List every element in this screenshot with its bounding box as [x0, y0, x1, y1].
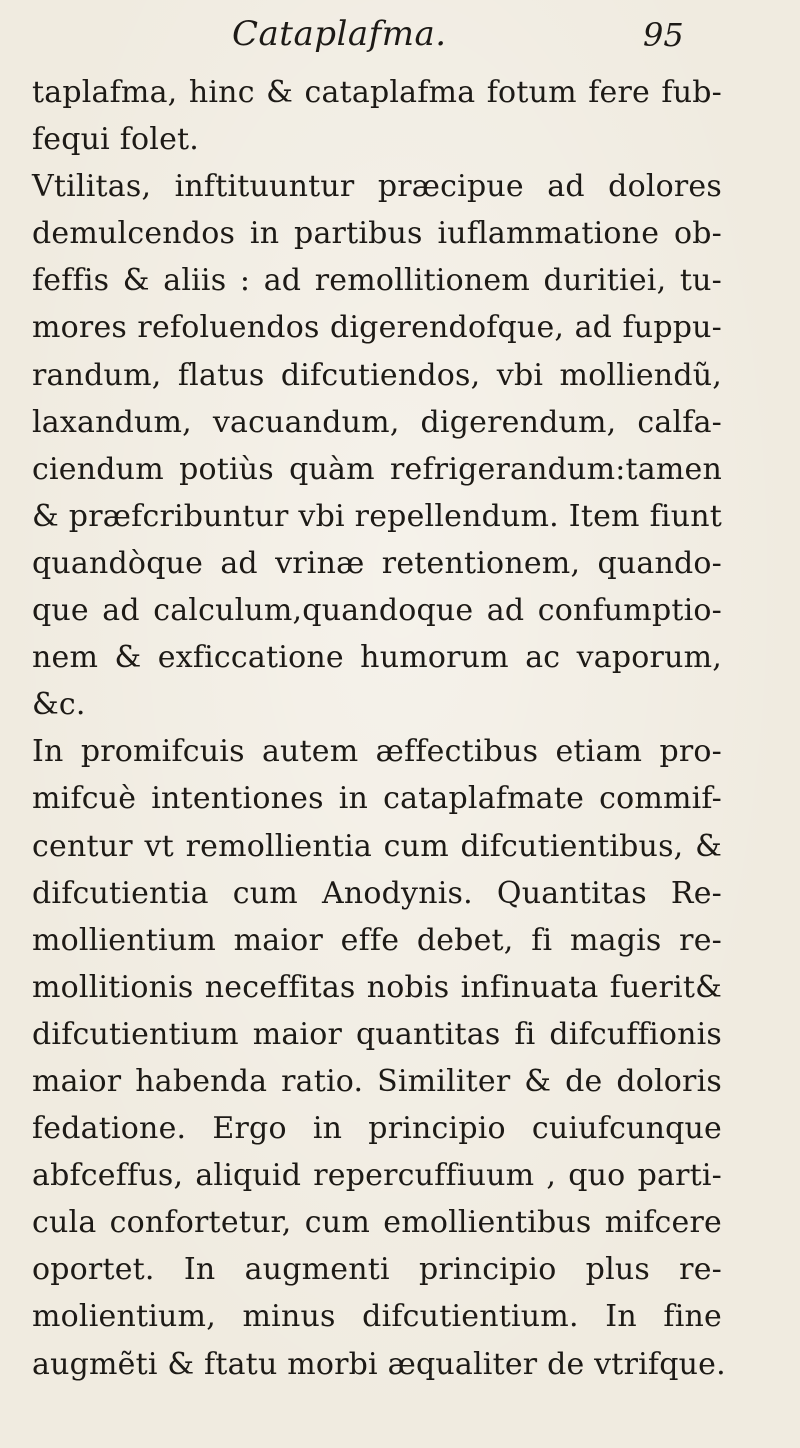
text-line: In promifcuis autem æffectibus etiam pro-	[32, 734, 722, 770]
text-line: fequi folet.	[32, 122, 200, 158]
text-line: mores refoluendos digerendofque, ad fuppu-	[32, 310, 722, 346]
text-line: demulcendos in partibus iuflammatione ob-	[32, 216, 722, 252]
text-line: taplafma, hinc & cataplafma fotum fere fub-	[32, 75, 722, 110]
text-line: & præfcribuntur vbi repellendum. Item fiunt	[32, 498, 722, 534]
text-line: oportet. In augmenti principio plus re-	[32, 1252, 722, 1288]
text-line: ciendum potiùs quàm refrigerandum:tamen	[32, 451, 722, 487]
text-line: abfceffus, aliquid repercuffiuum , quo parti-	[32, 1158, 722, 1194]
text-line: feffis & aliis : ad remollitionem duritiei, tu-	[32, 263, 722, 299]
text-line: randum, flatus difcutiendos, vbi molliendũ,	[32, 357, 722, 393]
text-line: &c.	[32, 687, 86, 723]
text-line: difcutientium maior quantitas fi difcuffionis	[32, 1016, 722, 1052]
text-line: fedatione. Ergo in principio cuiufcunque	[32, 1111, 722, 1147]
running-title: Cataplafma.	[232, 14, 447, 54]
text-line: laxandum, vacuandum, digerendum, calfa-	[32, 404, 722, 440]
text-line: mifcuè intentiones in cataplafmate commif-	[32, 781, 722, 817]
body-text	[32, 69, 726, 1388]
text-line: mollitionis neceffitas nobis infinuata fuerit&	[32, 969, 722, 1005]
text-line: maior habenda ratio. Similiter & de doloris	[32, 1063, 722, 1099]
text-line: molientium, minus difcutientium. In fine	[32, 1299, 722, 1335]
text-line: nem & exficcatione humorum ac vaporum,	[32, 640, 722, 676]
text-line: quandòque ad vrinæ retentionem, quando-	[32, 545, 722, 581]
text-line: augmẽti & ftatu morbi æqualiter de vtrifque.	[32, 1346, 726, 1382]
text-line: difcutientia cum Anodynis. Quantitas Re-	[32, 875, 722, 911]
text-line: mollientium maior effe debet, fi magis re-	[32, 922, 722, 958]
text-line: que ad calculum,quandoque ad confumptio-	[32, 593, 722, 629]
page-number: 95	[643, 16, 684, 54]
text-line: Vtilitas, inftituuntur præcipue ad dolores	[32, 169, 722, 205]
text-line: centur vt remollientia cum difcutientibus, &	[32, 828, 722, 864]
text-line: cula confortetur, cum emollientibus mifcere	[32, 1205, 722, 1241]
running-head	[0, 14, 800, 64]
